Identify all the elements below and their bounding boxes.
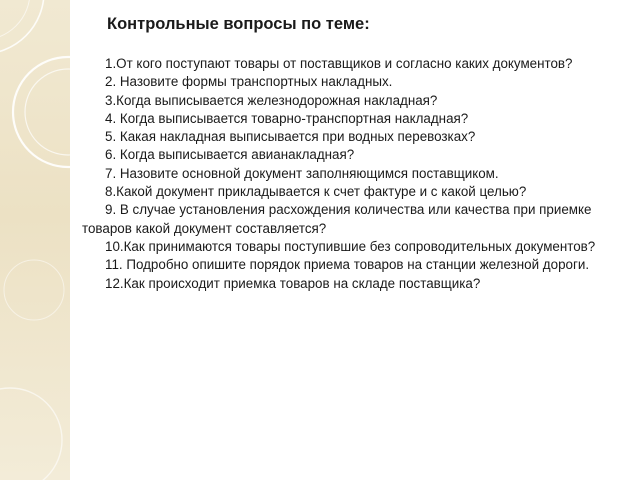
content-area [82, 0, 622, 480]
question-item-4: 4. Когда выписывается товарно-транспортная накладная? [105, 110, 469, 126]
question-item-5: 5. Какая накладная выписывается при водных перевозках? [105, 129, 476, 145]
decorative-side-panel [0, 0, 70, 480]
circle-ornament-icon [0, 0, 70, 480]
slide-heading: Контрольные вопросы по теме: [107, 15, 370, 33]
question-item-7: 7. Назовите основной документ заполняющимся поставщиком. [105, 165, 499, 181]
question-item-2: 2. Назовите формы транспортных накладных. [105, 74, 393, 90]
question-item-6: 6. Когда выписывается авианакладная? [105, 147, 355, 163]
question-item-12: 12.Как происходит приемка товаров на складе поставщика? [105, 275, 481, 291]
question-item-11: 11. Подробно опишите порядок приема товаров на станции железной дороги. [105, 257, 590, 273]
question-item-9: 9. В случае установления расхождения количества или качества при приемке товаров какой документ составляется? [82, 202, 592, 236]
question-item-3: 3.Когда выписывается железнодорожная накладная? [105, 92, 438, 108]
question-item-1: 1.От кого поступают товары от поставщиков и согласно каких документов? [105, 56, 573, 71]
questions-list [82, 55, 602, 293]
question-item-8: 8.Какой документ прикладывается к счет фактуре и с какой целью? [105, 184, 527, 200]
question-item-10: 10.Как принимаются товары поступившие без сопроводительных документов? [105, 238, 596, 254]
